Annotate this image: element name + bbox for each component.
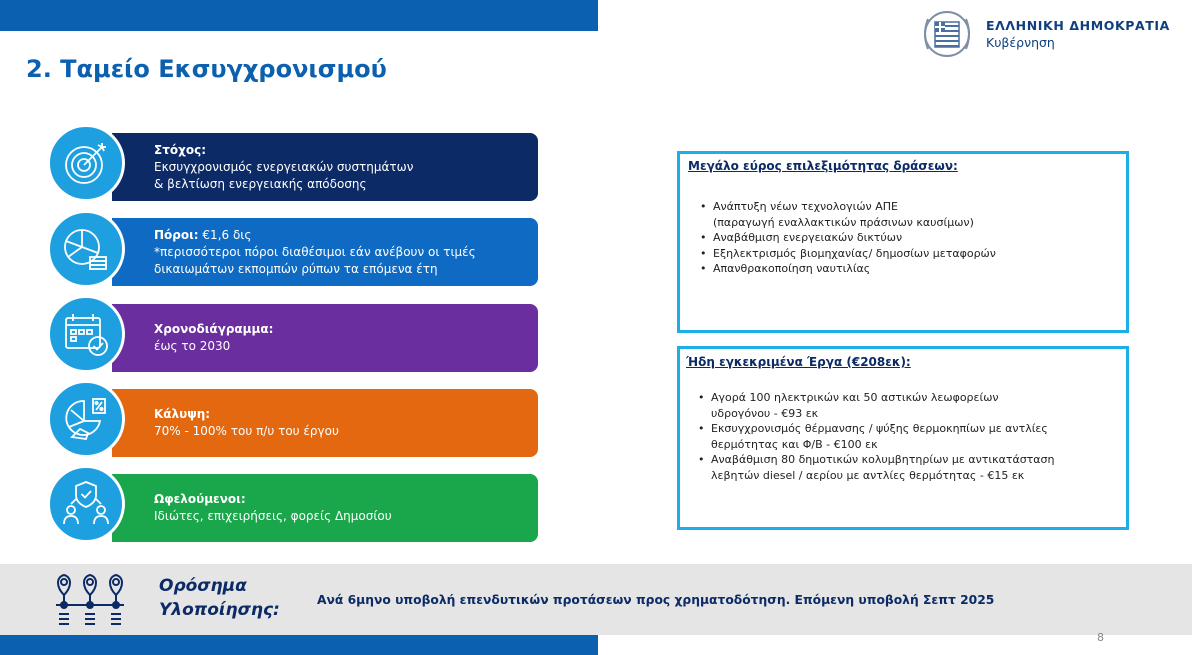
milestone-strip: [0, 564, 1192, 635]
list-item-text: • Ανάπτυξη νέων τεχνολογιών ΑΠΕ: [713, 200, 898, 213]
list-item: [698, 421, 1126, 452]
goal-card: [112, 133, 538, 201]
resources-icon-circle: [47, 210, 125, 288]
list-item-text: • Αναβάθμιση ενεργειακών δικτύων: [713, 231, 903, 244]
timeline-label: Χρονοδιάγραμμα:: [154, 322, 274, 336]
government-subtitle: Κυβέρνηση: [986, 35, 1055, 50]
approved-projects-list: [698, 390, 1126, 483]
resources-card: [112, 218, 538, 286]
calendar-check-icon: [60, 308, 112, 360]
approved-projects-box: [677, 346, 1129, 530]
list-item-text: (παραγωγή εναλλακτικών πράσινων καυσίμων): [713, 215, 974, 229]
eligibility-box: [677, 151, 1129, 333]
page-number: 8: [1097, 631, 1104, 644]
goal-icon-circle: [47, 124, 125, 202]
milestone-title-line-1: Ορόσημα: [159, 576, 247, 596]
list-item: [700, 246, 1126, 262]
resources-line-1: *περισσότεροι πόροι διαθέσιμοι εάν ανέβουν οι τιμές: [154, 244, 476, 259]
resources-line-2: δικαιωμάτων εκπομπών ρύπων τα επόμενα έτη: [154, 261, 438, 276]
pie-percent-icon: [60, 393, 112, 445]
target-icon: [60, 137, 112, 189]
top-accent-bar: [0, 0, 598, 31]
list-item: [698, 390, 1126, 421]
coverage-card: [112, 389, 538, 457]
resources-value: €1,6 δις: [198, 227, 252, 242]
goal-line-2: & βελτίωση ενεργειακής απόδοσης: [154, 176, 367, 191]
list-item: [700, 261, 1126, 277]
list-item: [700, 199, 1126, 230]
timeline-card: [112, 304, 538, 372]
list-item-text: • Αγορά 100 ηλεκτρικών και 50 αστικών λεωφορείων: [711, 391, 999, 404]
roadmap-pins-icon: [52, 571, 132, 631]
beneficiaries-card: [112, 474, 538, 542]
beneficiaries-line-1: Ιδιώτες, επιχειρήσεις, φορείς Δημοσίου: [154, 509, 392, 523]
milestone-text: Ανά 6μηνο υποβολή επενδυτικών προτάσεων προς χρηματοδότηση. Επόμενη υποβολή Σεπτ 2025: [317, 593, 995, 607]
list-item-text: • Εξηλεκτρισμός βιομηχανίας/ δημοσίων μεταφορών: [713, 246, 996, 260]
list-item-text: • Απανθρακοποίηση ναυτιλίας: [713, 262, 871, 275]
page-title: 2. Ταμείο Εκσυγχρονισμού: [26, 55, 387, 83]
resources-label: Πόροι:: [154, 227, 199, 242]
greek-flag-emblem-icon: [918, 9, 976, 59]
eligibility-heading: Μεγάλο εύρος επιλεξιμότητας δράσεων:: [688, 159, 958, 173]
timeline-line-1: έως το 2030: [154, 339, 231, 353]
bottom-accent-bar: [0, 635, 598, 655]
milestone-title: [159, 574, 280, 622]
coverage-label: Κάλυψη:: [154, 407, 211, 421]
pie-chart-coins-icon: [60, 223, 112, 275]
list-item-text: λεβητών diesel / αερίου με αντλίες θερμότητας - €15 εκ: [711, 468, 1025, 482]
eligibility-list: [700, 199, 1126, 277]
coverage-line-1: 70% - 100% του π/υ του έργου: [154, 424, 339, 438]
list-item-text: • Αναβάθμιση 80 δημοτικών κολυμβητηρίων με αντικατάσταση: [711, 453, 1055, 466]
list-item: [700, 230, 1126, 246]
government-title: ΕΛΛΗΝΙΚΗ ΔΗΜΟΚΡΑΤΙΑ: [986, 18, 1170, 33]
beneficiaries-label: Ωφελούμενοι:: [154, 492, 246, 506]
goal-line-1: Εκσυγχρονισμός ενεργειακών συστημάτων: [154, 159, 414, 174]
approved-projects-heading: Ήδη εγκεκριμένα Έργα (€208εκ):: [686, 355, 911, 369]
government-logo: [918, 9, 1170, 59]
beneficiaries-icon-circle: [47, 465, 125, 543]
list-item-text: υδρογόνου - €93 εκ: [711, 406, 819, 420]
users-shield-icon: [60, 478, 112, 530]
list-item: [698, 452, 1126, 483]
goal-label: Στόχος:: [154, 142, 206, 157]
coverage-icon-circle: [47, 380, 125, 458]
list-item-text: θερμότητας και Φ/Β - €100 εκ: [711, 437, 878, 451]
timeline-icon-circle: [47, 295, 125, 373]
list-item-text: • Εκσυγχρονισμός θέρμανσης / ψύξης θερμοκηπίων με αντλίες: [711, 422, 1048, 435]
milestone-title-line-2: Υλοποίησης:: [159, 600, 280, 620]
